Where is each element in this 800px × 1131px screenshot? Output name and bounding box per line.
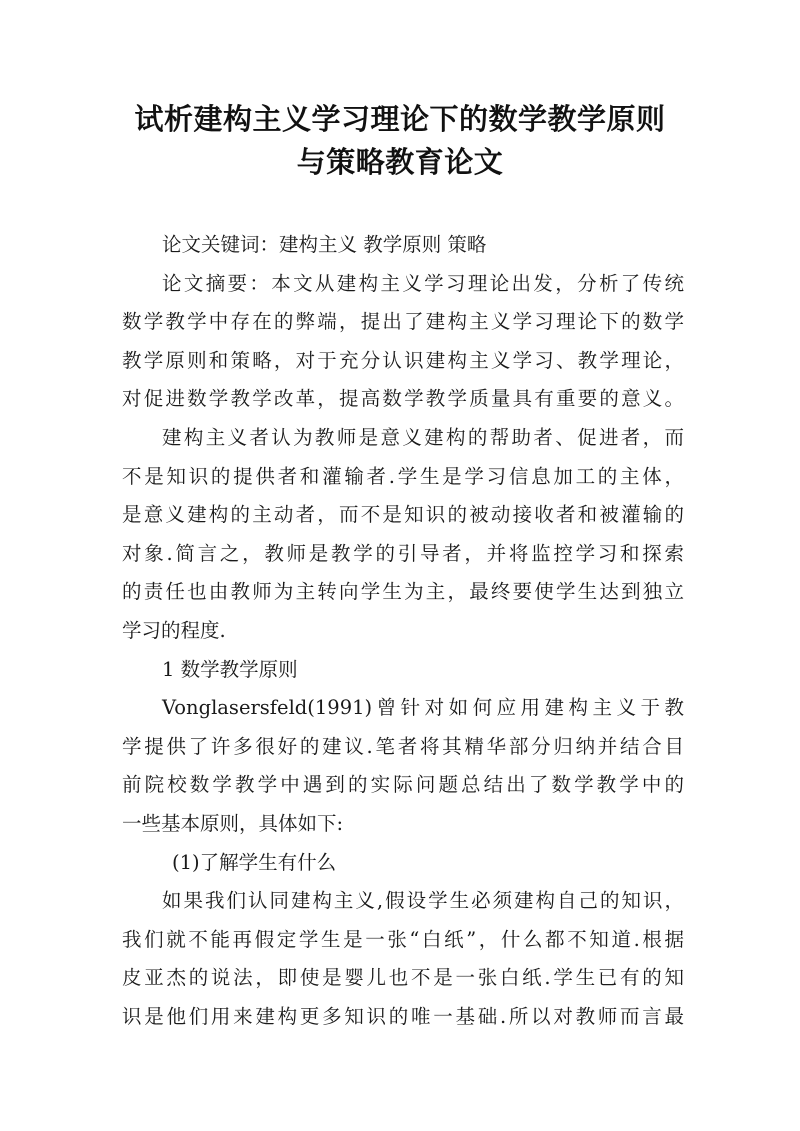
paragraph-line: 学提供了许多很好的建议.笔者将其精华部分归纳并结合目 bbox=[122, 734, 684, 758]
abstract-line: 数学教学中存在的弊端，提出了建构主义学习理论下的数学 bbox=[122, 310, 684, 334]
abstract-line: 教学原则和策略，对于充分认识建构主义学习、教学理论， bbox=[122, 348, 684, 372]
subsection-heading: (1)了解学生有什么 bbox=[172, 850, 337, 874]
abstract-line: 论文摘要：本文从建构主义学习理论出发，分析了传统 bbox=[162, 271, 684, 295]
abstract-line: 对促进数学教学改革，提高数学教学质量具有重要的意义。 bbox=[122, 387, 684, 411]
document-body bbox=[122, 226, 684, 1036]
paragraph-line: 一些基本原则，具体如下: bbox=[122, 811, 344, 835]
paragraph-line: 识是他们用来建构更多知识的唯一基础.所以对教师而言最 bbox=[122, 1004, 684, 1028]
keywords-line: 论文关键词：建构主义 教学原则 策略 bbox=[162, 233, 487, 256]
paragraph-line: 我们就不能再假定学生是一张“白纸”，什么都不知道.根据 bbox=[122, 927, 684, 951]
paragraph-line: 建构主义者认为教师是意义建构的帮助者、促进者，而 bbox=[162, 425, 684, 449]
paragraph-line: 不是知识的提供者和灌输者.学生是学习信息加工的主体， bbox=[122, 464, 684, 488]
paragraph-line: 学习的程度. bbox=[122, 618, 226, 642]
document-title-line-2: 与策略教育论文 bbox=[296, 145, 504, 179]
paragraph-line: Vonglasersfeld(1991)曾针对如何应用建构主义于教 bbox=[162, 696, 684, 720]
paragraph-line: 的责任也由教师为主转向学生为主，最终要使学生达到独立 bbox=[122, 580, 684, 604]
paragraph-line: 前院校数学教学中遇到的实际问题总结出了数学教学中的 bbox=[122, 773, 684, 797]
paragraph-line: 如果我们认同建构主义,假设学生必须建构自己的知识， bbox=[162, 889, 684, 913]
paragraph-line: 是意义建构的主动者，而不是知识的被动接收者和被灌输的 bbox=[122, 503, 684, 527]
section-heading: 1 数学教学原则 bbox=[162, 657, 298, 681]
document-title-line-1: 试析建构主义学习理论下的数学教学原则 bbox=[134, 102, 666, 136]
paragraph-line: 皮亚杰的说法，即使是婴儿也不是一张白纸.学生已有的知 bbox=[122, 966, 684, 990]
paragraph-line: 对象.简言之，教师是教学的引导者，并将监控学习和探索 bbox=[122, 541, 684, 565]
